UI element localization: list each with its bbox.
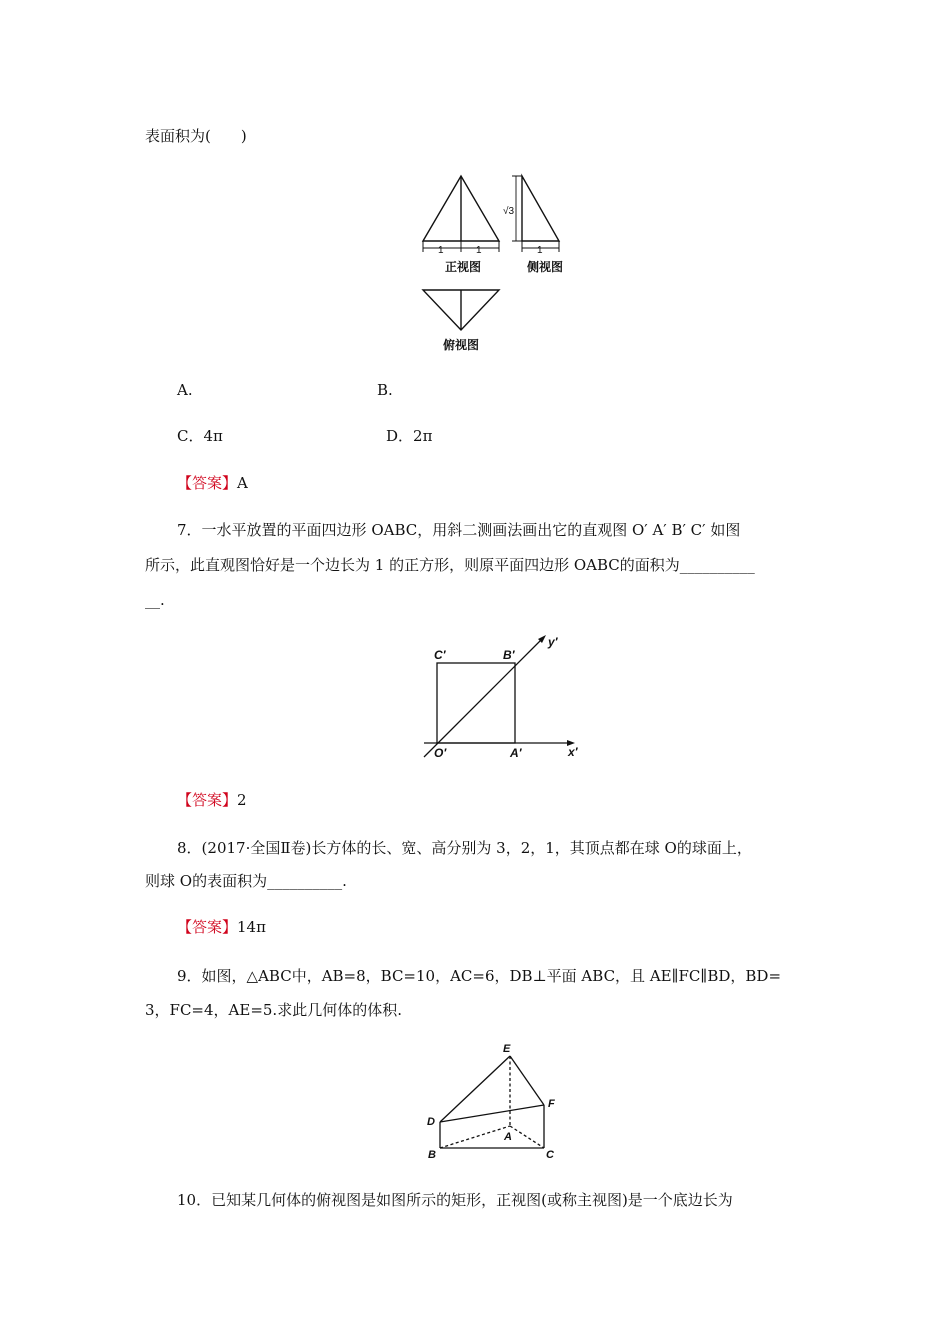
q6-option-d: D．2π [386, 427, 433, 445]
q7-line1: 7．一水平放置的平面四边形 OABC，用斜二测画法画出它的直观图 O′ A′ B′ C′ 如图 [177, 521, 741, 539]
q6-answer-value: A [237, 474, 248, 492]
q7-answer [177, 790, 247, 810]
q7-answer-value: 2 [237, 791, 247, 809]
q7-line2: 所示，此直观图恰好是一个边长为 1 的正方形，则原平面四边形 OABC的面积为__________ [145, 556, 755, 574]
label-c: C′ [434, 648, 446, 662]
q9-line2: 3，FC=4，AE=5.求此几何体的体积. [145, 1001, 402, 1019]
front-dim-right: 1 [476, 245, 482, 256]
label-d: D [427, 1116, 435, 1128]
square [437, 663, 515, 743]
top-view [423, 290, 499, 330]
label-a: A′ [510, 746, 522, 760]
label-a: A [504, 1131, 512, 1143]
front-dim-left: 1 [438, 245, 444, 256]
solid-figure [420, 1040, 570, 1165]
q6-option-a: A. [177, 381, 193, 399]
q8-answer-tag: 【答案】 [177, 918, 238, 936]
label-c: C [546, 1149, 554, 1161]
label-f: F [548, 1098, 555, 1110]
q8-answer-value: 14π [237, 918, 266, 936]
side-dim-base: 1 [537, 245, 543, 256]
oblique-square-figure [420, 630, 580, 760]
q8-line1: 8．(2017·全国Ⅱ卷)长方体的长、宽、高分别为 3，2，1，其顶点都在球 O的球面上， [177, 839, 752, 857]
label-b: B′ [503, 648, 515, 662]
q6-answer-tag: 【答案】 [177, 474, 238, 492]
q10-line1: 10．已知某几何体的俯视图是如图所示的矩形，正视图(或称主视图)是一个底边长为 [177, 1191, 733, 1209]
q9-line1: 9．如图，△ABC中，AB=8，BC=10，AC=6，DB⊥平面 ABC，且 AE∥FC∥BD，BD= [177, 967, 782, 985]
q6-stem-tail: 表面积为( ) [145, 127, 247, 145]
label-y: y′ [548, 635, 558, 649]
side-view [512, 176, 559, 252]
q7-answer-tag: 【答案】 [177, 791, 238, 809]
q7-line3: __. [145, 591, 165, 609]
label-x: x′ [568, 745, 578, 759]
three-view-figure [415, 168, 575, 358]
q8-line2: 则球 O的表面积为__________. [145, 872, 347, 890]
q6-option-c: C．4π [177, 427, 223, 445]
q8-answer [177, 917, 266, 937]
side-view-label: 侧视图 [527, 260, 564, 274]
label-o: O′ [434, 746, 447, 760]
q6-answer [177, 473, 248, 493]
side-dim-height: √3 [503, 206, 515, 217]
top-view-label: 俯视图 [443, 338, 480, 352]
label-b: B [428, 1149, 436, 1161]
front-view-label: 正视图 [445, 260, 482, 274]
front-view [423, 176, 499, 252]
q6-option-b: B. [377, 381, 393, 399]
label-e: E [503, 1043, 511, 1055]
